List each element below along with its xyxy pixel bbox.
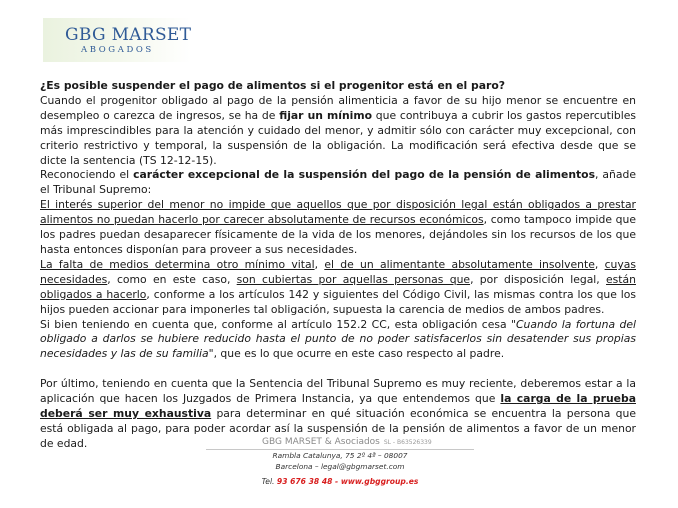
paragraph-2 [40,168,636,198]
paragraph-1 [40,94,636,169]
p4-text-e: , conforme a los artículos 142 y siguientes del Código Civil, las mismas contra los que los hijos pueden accionar para imponerles tal obligación, supuesta la carencia de medios de ambos padres. [40,287,636,316]
firm-cif: SL - B63526339 [383,439,432,446]
p2-bold: carácter excepcional de la suspensión del pago de la pensión de alimentos [133,168,596,182]
p6-bold-underline: la carga de la prueba deberá ser muy exhaustiva [40,392,636,421]
footer-contact [206,477,474,486]
p4-text-a: , [314,257,325,271]
p4-text-d: , por disposición legal, [470,272,607,286]
footer-address: Rambla Catalunya, 75 2º 4ª – 08007 [272,451,408,460]
p1-text-a: Cuando el progenitor obligado al pago de la pensión alimenticia a favor de su hijo menor se encuentre en desempleo o carezca de ingresos, se ha de [40,93,636,122]
footer-firm-name [262,437,432,447]
p4-underline-4: son cubiertas por aquellas personas que [236,272,471,286]
article-heading [40,79,636,94]
p5-text-b: , que es lo que ocurre en este caso respecto al padre. [213,347,505,361]
p3-underline: El interés superior del menor no impide que aquellos que por disposición legal están obligados a prestar alimentos no puedan hacerlo por carecer absolutamente de recursos económicos [40,198,636,227]
tel-label: Tel. [261,477,275,486]
firm-name: GBG MARSET & Asociados [262,437,380,447]
company-logo [43,18,191,62]
p3-text-a: , como tampoco impide que los padres puedan desaparecer físicamente de la vida de los menores, dejándoles sin los recursos de los que hasta entonces disponían para proveer a sus necesidades. [40,213,636,256]
logo-name: GBG MARSET [65,25,192,45]
paragraph-3 [40,198,636,258]
paragraph-5 [40,318,636,363]
paragraph-4 [40,258,636,318]
p1-bold: fijar un mínimo [279,108,373,122]
p1-text-b: que contribuya a cubrir los gastos repercutibles más imprescindibles para la atención y cuidado del menor, y admitir sólo con carácter muy excepcional, con criterio restrictivo y temporal, la suspensión de la obligación. La modificación será efectiva desde que se dicte la sentencia (TS 12-12-15). [40,108,637,167]
p2-text-a: Reconociendo el [40,168,134,182]
p5-text-a: Si bien teniendo en cuenta que, conforme al artículo 152.2 CC, esta obligación cesa [40,317,512,331]
website-link[interactable]: www.gbggroup.es [340,477,419,486]
p6-text-a: Por último, teniendo en cuenta que la Sentencia del Tribunal Supremo es muy reciente, deberemos estar a la aplicación que hacen los Juzgados de Primera Instancia, ya que entendemos que [40,377,636,406]
p4-underline-5: están obligados a hacerlo [40,272,636,301]
footer-city-email: Barcelona – legal@gbgmarset.com [275,462,405,471]
p2-text-b: , añade el Tribunal Supremo: [40,168,636,197]
phone-number: 93 676 38 48 [276,477,333,486]
logo-subtitle: ABOGADOS [81,45,154,55]
p4-text-b: , [594,257,605,271]
p4-underline-2: el de un alimentante absolutamente insolvente [324,257,595,271]
p4-underline-1: La falta de medios determina otro mínimo vital [40,257,315,271]
p4-text-c: , como en este caso, [107,272,237,286]
heading-text: ¿Es posible suspender el pago de alimentos si el progenitor está en el paro? [40,79,506,92]
p4-underline-3: cuyas necesidades [40,257,636,286]
contact-separator: - [332,477,341,486]
p5-quote: "Cuando la fortuna del obligado a darlos se hubiere reducido hasta el punto de no poder satisfacerlos sin desatender sus propias necesidades y las de su familia" [40,317,636,361]
article-body [40,79,636,452]
paragraph-gap [40,362,636,377]
p6-text-b: para determinar en qué situación económica se encuentra la persona que está obligada al pago, para poder acordar así la suspensión de la pensión de alimentos a favor de un menor de edad. [40,407,636,450]
footer-divider [206,449,474,450]
